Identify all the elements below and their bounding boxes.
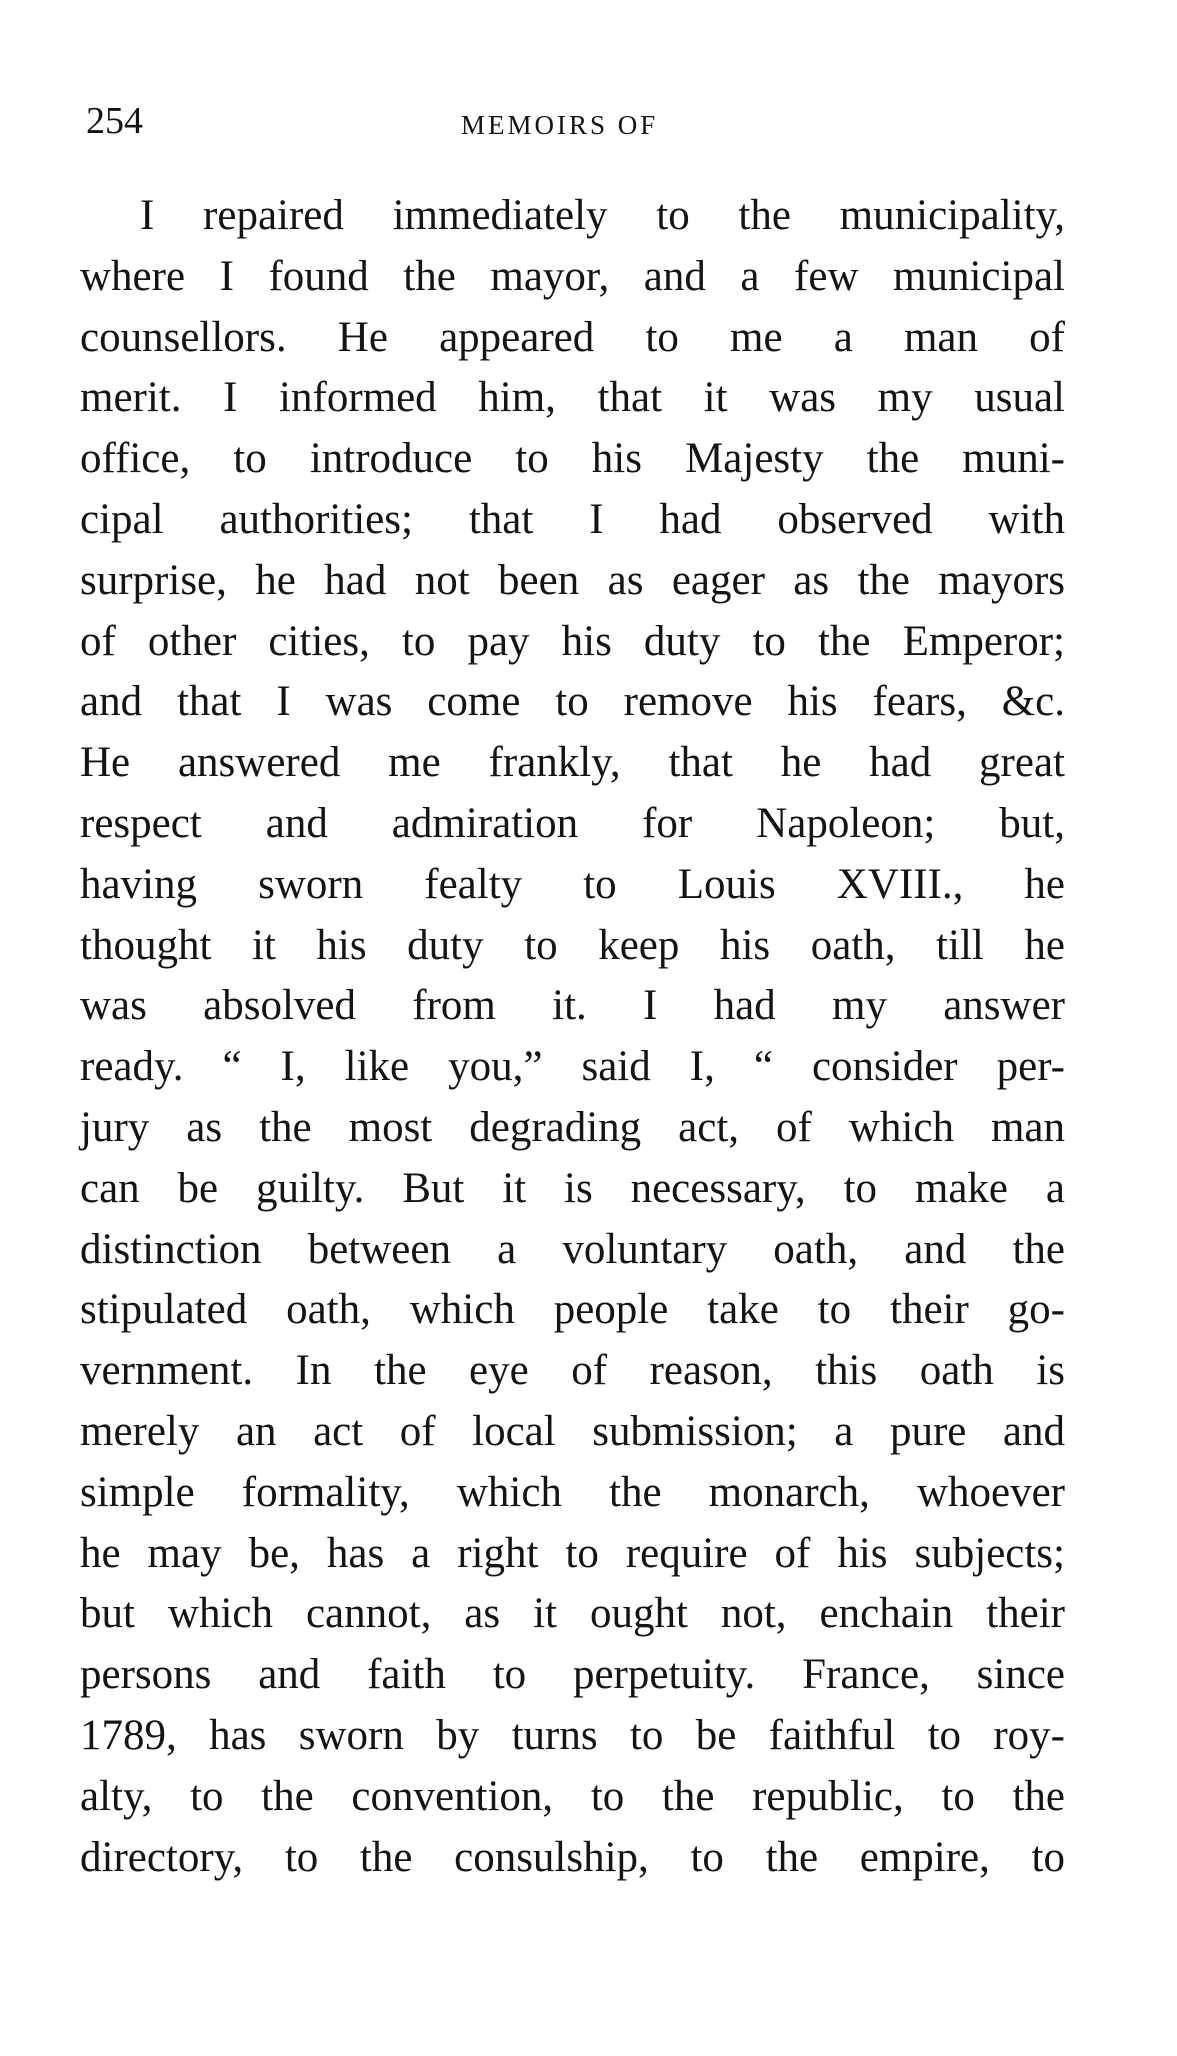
page-number: 254 <box>86 100 143 142</box>
text-line: He answered me frankly, that he had great <box>80 739 1065 787</box>
text-line: of other cities, to pay his duty to the Emperor; <box>80 617 1065 665</box>
text-line: merit. I informed him, that it was my usual <box>80 374 1065 422</box>
text-line: office, to introduce to his Majesty the muni- <box>80 435 1065 483</box>
text-line: can be guilty. But it is necessary, to make a <box>80 1164 1065 1212</box>
body-text <box>80 186 1065 1888</box>
text-line: jury as the most degrading act, of which man <box>80 1103 1065 1151</box>
text-line: having sworn fealty to Louis XVIII., he <box>80 860 1065 908</box>
text-line: alty, to the convention, to the republic, to the <box>80 1772 1065 1820</box>
text-line: but which cannot, as it ought not, enchain their <box>80 1590 1065 1638</box>
text-line: respect and admiration for Napoleon; but, <box>80 799 1065 847</box>
text-line: vernment. In the eye of reason, this oath is <box>80 1347 1065 1395</box>
text-line: 1789, has sworn by turns to be faithful to roy- <box>80 1711 1065 1759</box>
text-line: thought it his duty to keep his oath, till he <box>80 921 1065 969</box>
text-line: he may be, has a right to require of his subjects; <box>80 1529 1065 1577</box>
page-header <box>86 96 1066 146</box>
text-line: simple formality, which the monarch, whoever <box>80 1468 1065 1516</box>
text-line: was absolved from it. I had my answer <box>80 982 1065 1030</box>
text-line: and that I was come to remove his fears, &c. <box>80 678 1065 726</box>
text-line: counsellors. He appeared to me a man of <box>80 313 1065 361</box>
text-line: distinction between a voluntary oath, and the <box>80 1225 1065 1273</box>
text-line: merely an act of local submission; a pure and <box>80 1407 1065 1455</box>
text-line: stipulated oath, which people take to their go- <box>80 1286 1065 1334</box>
text-line: I repaired immediately to the municipality, <box>140 192 1065 239</box>
text-line: directory, to the consulship, to the empire, to <box>80 1833 1065 1881</box>
text-line: cipal authorities; that I had observed with <box>80 495 1065 543</box>
text-line: persons and faith to perpetuity. France, since <box>80 1651 1065 1699</box>
running-head: MEMOIRS OF <box>461 110 659 140</box>
text-line: ready. “ I, like you,” said I, “ consider per- <box>80 1043 1065 1091</box>
text-line: surprise, he had not been as eager as the mayors <box>80 556 1065 604</box>
text-line: where I found the mayor, and a few municipal <box>80 252 1065 300</box>
